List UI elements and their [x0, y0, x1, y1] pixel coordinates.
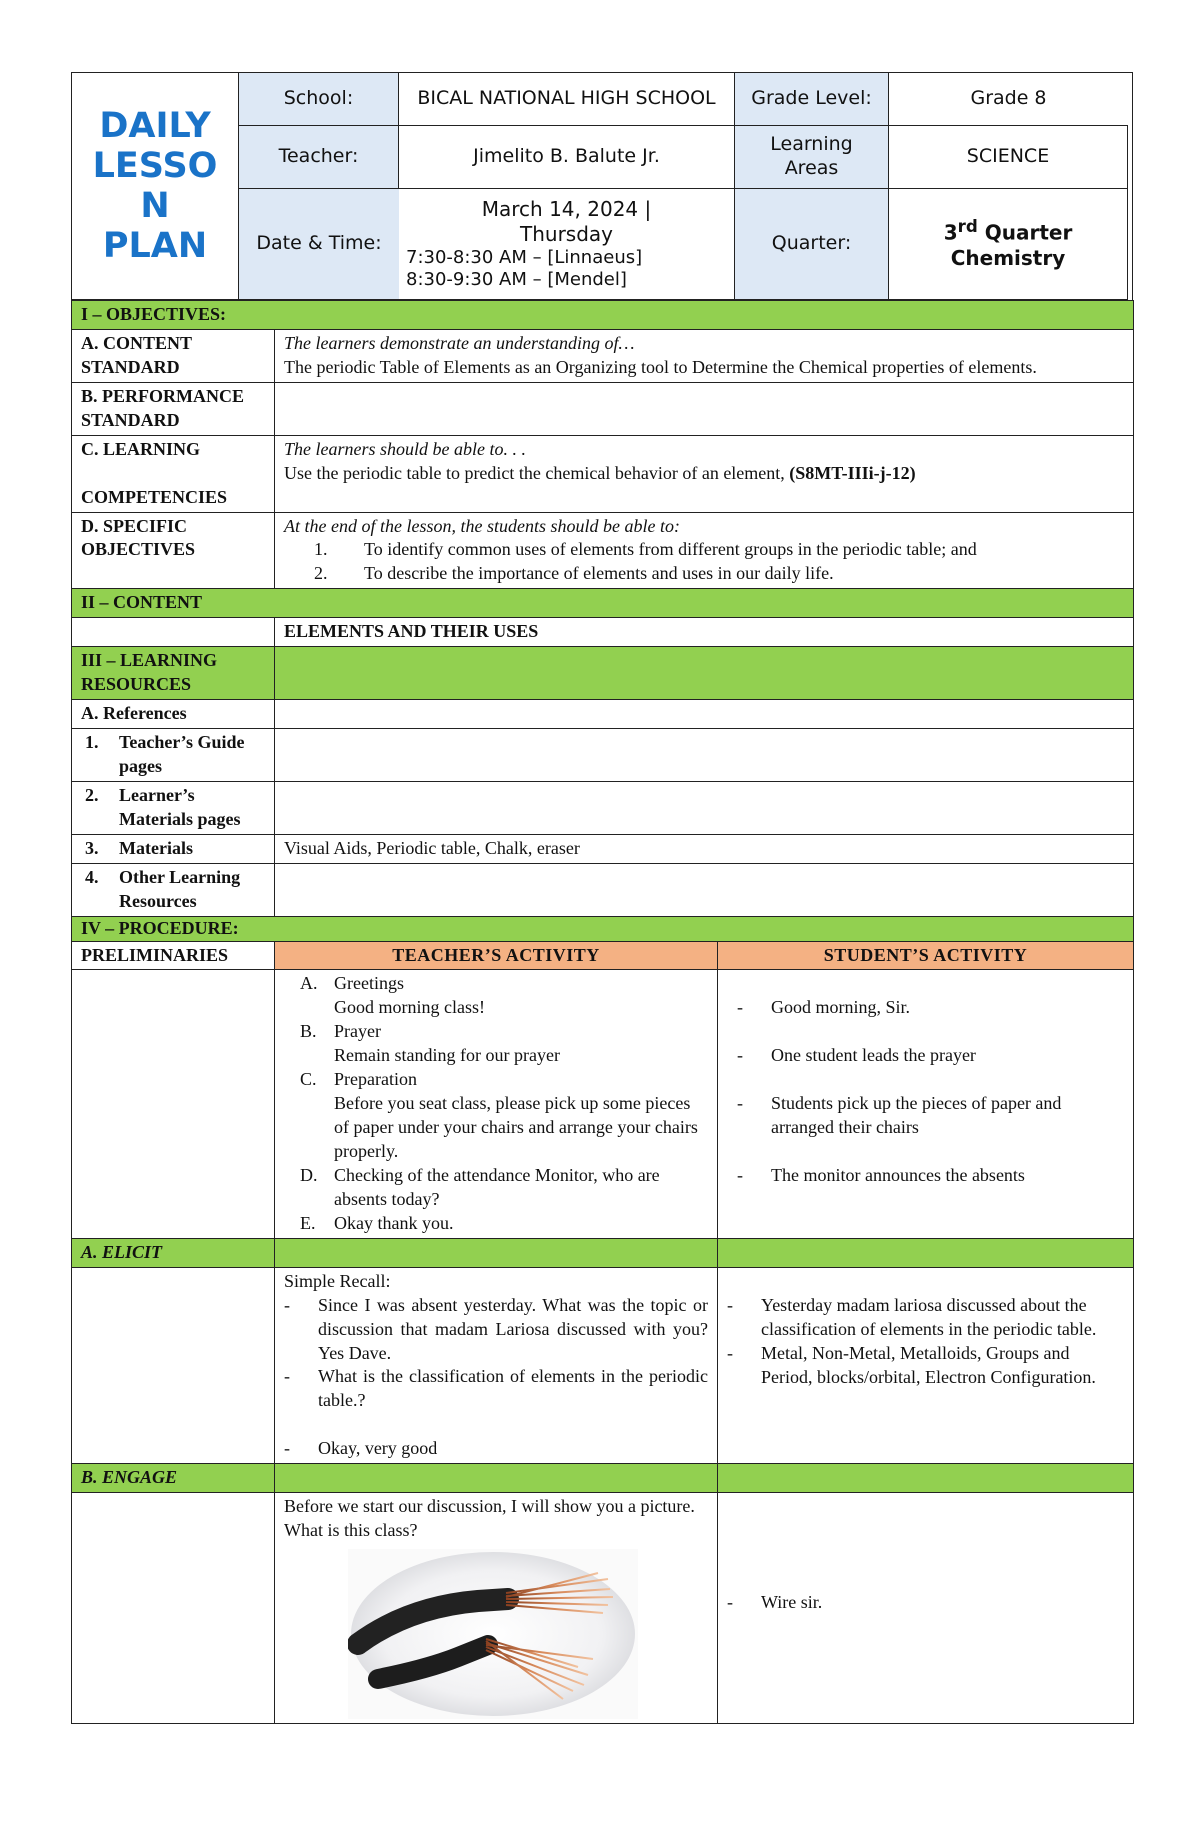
wire-picture — [348, 1549, 638, 1719]
section-engage: B. ENGAGE — [72, 1464, 1134, 1493]
section-elicit: A. ELICIT — [72, 1238, 1134, 1267]
row-specific-objectives — [72, 512, 1134, 589]
row-resource-4: 4. Other Learning Resources — [72, 863, 1134, 916]
performance-standard-value — [275, 382, 1134, 435]
preliminaries-label: PRELIMINARIES — [72, 941, 275, 970]
row-topic — [72, 618, 1134, 647]
row-resource-2: 2. Learner’s Materials pages — [72, 781, 1134, 834]
time-slot-1: 7:30-8:30 AM – [Linnaeus] — [406, 246, 643, 268]
prelim-teacher: A. Greetings Good morning class! B. Prayer Remain standing for our prayer C. Preparation Before you seat class, please pick up some pieces of paper under your chairs and arrange your chairs properly. D. Checking of the attendance Monitor, who are absents today? E. Okay thank you. — [275, 970, 718, 1238]
specific-objectives-value: At the end of the lesson, the students should be able to: 1. To identify common uses of elements from different groups in the periodic table; and 2. To describe the importance of elements and uses in our daily life. — [275, 512, 1134, 589]
content-standard-label: A. CONTENT STANDARD — [72, 329, 275, 382]
header-grid — [71, 72, 1133, 300]
document-title: DAILY LESSO N PLAN — [72, 73, 239, 300]
performance-standard-label: B. PERFORMANCE STANDARD — [72, 382, 275, 435]
date-time-value — [399, 189, 735, 300]
grade-value: Grade 8 — [889, 73, 1128, 126]
learning-area-label: Learning Areas — [735, 126, 889, 189]
school-label: School: — [239, 73, 399, 126]
row-preliminaries — [72, 970, 1134, 1238]
quarter-label: Quarter: — [735, 189, 889, 300]
student-activity-head: STUDENT’S ACTIVITY — [718, 941, 1134, 970]
school-value: BICAL NATIONAL HIGH SCHOOL — [399, 73, 735, 126]
learning-area-value: SCIENCE — [889, 126, 1128, 189]
references-label: A. References — [72, 700, 275, 729]
row-resource-3: 3. Materials Visual Aids, Periodic table, Chalk, eraser — [72, 834, 1134, 863]
grade-label: Grade Level: — [735, 73, 889, 126]
section-learning-resources: III – LEARNING RESOURCES — [72, 647, 1134, 700]
row-activity-heads — [72, 941, 1134, 970]
date-line-2: Thursday — [520, 221, 613, 246]
section-objectives: I – OBJECTIVES: — [72, 301, 1134, 330]
specific-objectives-label: D. SPECIFIC OBJECTIVES — [72, 512, 275, 589]
section-procedure: IV – PROCEDURE: — [72, 916, 1134, 941]
teacher-activity-head: TEACHER’S ACTIVITY — [275, 941, 718, 970]
learning-competencies-label: C. LEARNING COMPETENCIES — [72, 435, 275, 512]
section-content: II – CONTENT — [72, 589, 1134, 618]
elicit-student: - Yesterday madam lariosa discussed about the classification of elements in the periodic table. - Metal, Non-Metal, Metalloids, Groups and Period, blocks/orbital, Electron Configuration. — [718, 1267, 1134, 1464]
row-elicit — [72, 1267, 1134, 1464]
date-line-1: March 14, 2024 | — [481, 196, 652, 221]
teacher-label: Teacher: — [239, 126, 399, 189]
lesson-table — [71, 300, 1134, 1724]
engage-student: - Wire sir. — [718, 1493, 1134, 1724]
learning-competencies-value: The learners should be able to. . . Use the periodic table to predict the chemical behavior of an element, (S8MT-IIIi-j-12) — [275, 435, 1134, 512]
row-references — [72, 700, 1134, 729]
time-slot-2: 8:30-9:30 AM – [Mendel] — [406, 269, 627, 290]
row-performance-standard — [72, 382, 1134, 435]
row-resource-1: 1. Teacher’s Guide pages — [72, 729, 1134, 782]
elicit-teacher: Simple Recall: - Since I was absent yesterday. What was the topic or discussion that madam Lariosa discussed with you? Yes Dave. - What is the classification of elements in the periodic table.? - Okay, very good — [275, 1267, 718, 1464]
materials-value: Visual Aids, Periodic table, Chalk, eraser — [275, 834, 1134, 863]
date-time-label: Date & Time: — [239, 189, 399, 300]
topic-value: ELEMENTS AND THEIR USES — [275, 618, 1134, 647]
lesson-plan-page — [71, 72, 1133, 1724]
engage-teacher: Before we start our discussion, I will show you a picture. What is this class? — [275, 1493, 718, 1724]
content-standard-value: The learners demonstrate an understanding of… The periodic Table of Elements as an Organizing tool to Determine the Chemical properties of elements. — [275, 329, 1134, 382]
teacher-value: Jimelito B. Balute Jr. — [399, 126, 735, 189]
row-content-standard — [72, 329, 1134, 382]
row-engage — [72, 1493, 1134, 1724]
quarter-value: 3rd Quarter Chemistry — [889, 189, 1128, 300]
row-learning-competencies — [72, 435, 1134, 512]
prelim-student: - Good morning, Sir. - One student leads the prayer - Students pick up the pieces of paper and arranged their chairs - The monitor announces the absents — [718, 970, 1134, 1238]
